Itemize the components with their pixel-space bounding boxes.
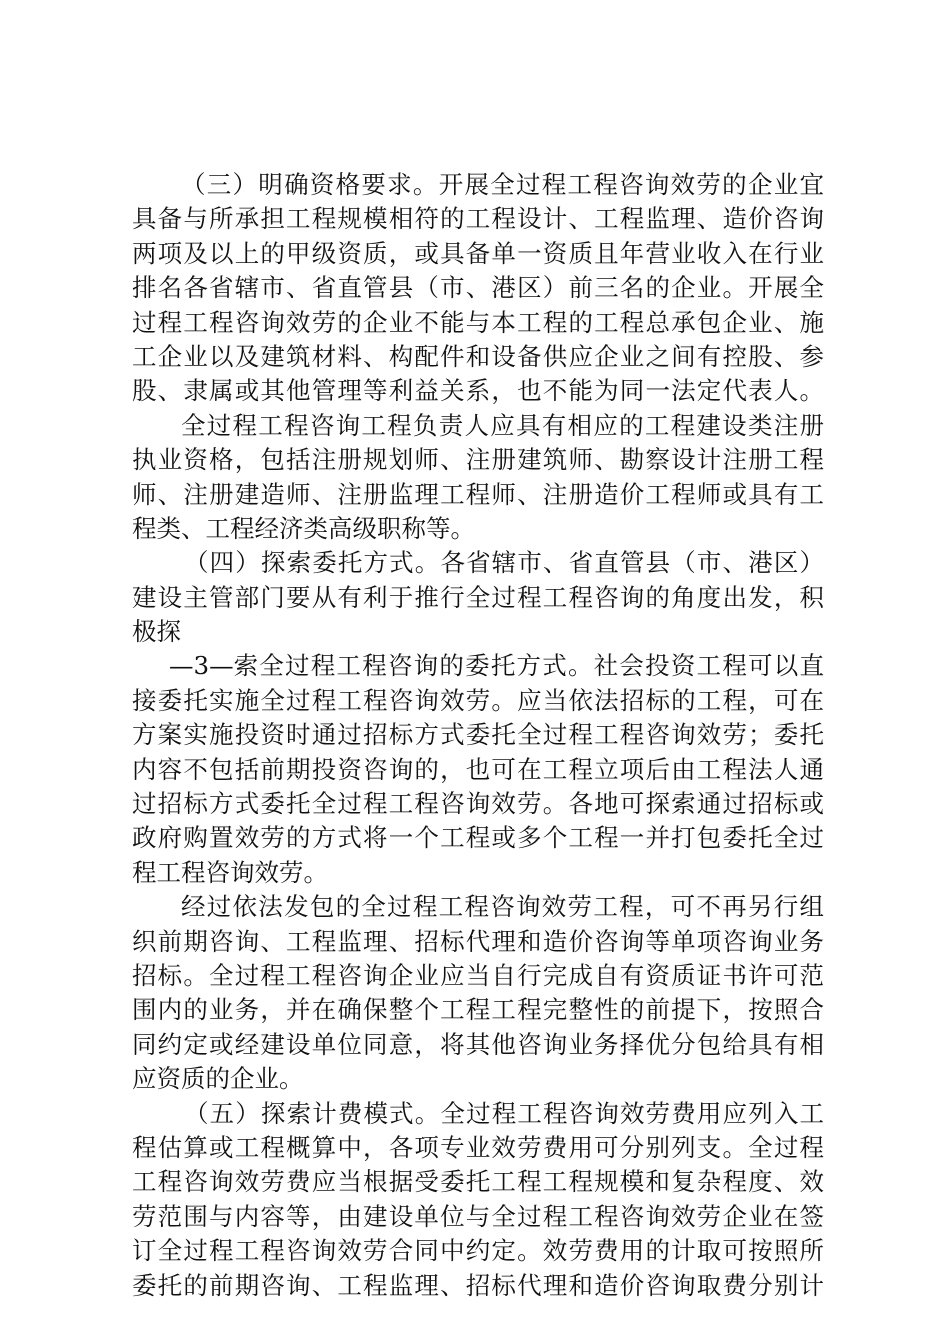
text-line: 师、注册建造师、注册监理工程师、注册造价工程师或具有工 [132,479,824,509]
text-line: 劳范围与内容等，由建设单位与全过程工程咨询效劳企业在签 [132,1201,824,1231]
text-line: 极探 [132,617,181,647]
text-line: 委托的前期咨询、工程监理、招标代理和造价咨询取费分别计 [132,1270,824,1300]
document-body [132,168,824,1303]
text-line: 围内的业务，并在确保整个工程工程完整性的前提下，按照合 [132,995,824,1025]
text-line [132,649,824,683]
paragraph-subcontract [132,890,824,1096]
text-line: （五）探索计费模式。全过程工程咨询效劳费用应列入工 [184,1098,824,1128]
text-line: 织前期咨询、工程监理、招标代理和造价咨询等单项咨询业务 [132,926,824,956]
text-line: 工程咨询效劳费应当根据受委托工程工程规模和复杂程度、效 [132,1167,824,1197]
paragraph-qualification [132,168,824,409]
text-line: 接委托实施全过程工程咨询效劳。应当依法招标的工程，可在 [132,685,824,715]
text-line: 工企业以及建筑材料、构配件和设备供应企业之间有控股、参 [132,341,824,371]
text-line: 过招标方式委托全过程工程咨询效劳。各地可探索通过招标或 [132,789,824,819]
text-line: 程工程咨询效劳。 [132,857,328,887]
text-line: 程估算或工程概算中，各项专业效劳费用可分别列支。全过程 [132,1132,824,1162]
text-fragment: 索全过程工程咨询的委托方式。社会投资工程可以直 [233,651,824,681]
text-line: 排名各省辖市、省直管县（市、港区）前三名的企业。开展全 [132,273,824,303]
text-line: 方案实施投资时通过招标方式委托全过程工程咨询效劳；委托 [132,720,824,750]
text-line: 建设主管部门要从有利于推行全过程工程咨询的角度出发，积 [132,582,824,612]
text-line: 股、隶属或其他管理等利益关系，也不能为同一法定代表人。 [132,376,824,406]
paragraph-project-leader [132,409,824,547]
text-line: 政府购置效劳的方式将一个工程或多个工程一并打包委托全过 [132,823,824,853]
paragraph-commission [132,546,824,649]
paragraph-commission-cont [132,649,824,890]
page-number-marker: —3— [169,651,234,681]
text-line: 过程工程咨询效劳的企业不能与本工程的工程总承包企业、施 [132,307,824,337]
paragraph-billing [132,1097,824,1303]
text-line: （四）探索委托方式。各省辖市、省直管县（市、港区） [184,548,824,578]
text-line: 内容不包括前期投资咨询的，也可在工程立项后由工程法人通 [132,754,824,784]
text-line: 经过依法发包的全过程工程咨询效劳工程，可不再另行组 [181,892,824,922]
text-line: 订全过程工程咨询效劳合同中约定。效劳费用的计取可按照所 [132,1236,824,1266]
text-line: 执业资格，包括注册规划师、注册建筑师、勘察设计注册工程 [132,445,824,475]
text-line: （三）明确资格要求。开展全过程工程咨询效劳的企业宜 [181,170,824,199]
text-line: 应资质的企业。 [132,1064,304,1094]
text-line: 招标。全过程工程咨询企业应当自行完成自有资质证书许可范 [132,960,824,990]
text-line: 全过程工程咨询工程负责人应具有相应的工程建设类注册 [181,410,824,440]
text-line: 同约定或经建设单位同意，将其他咨询业务择优分包给具有相 [132,1029,824,1059]
text-line: 程类、工程经济类高级职称等。 [132,513,475,543]
text-line: 两项及以上的甲级资质，或具备单一资质且年营业收入在行业 [132,238,824,268]
text-line: 具备与所承担工程规模相符的工程设计、工程监理、造价咨询 [132,204,824,234]
